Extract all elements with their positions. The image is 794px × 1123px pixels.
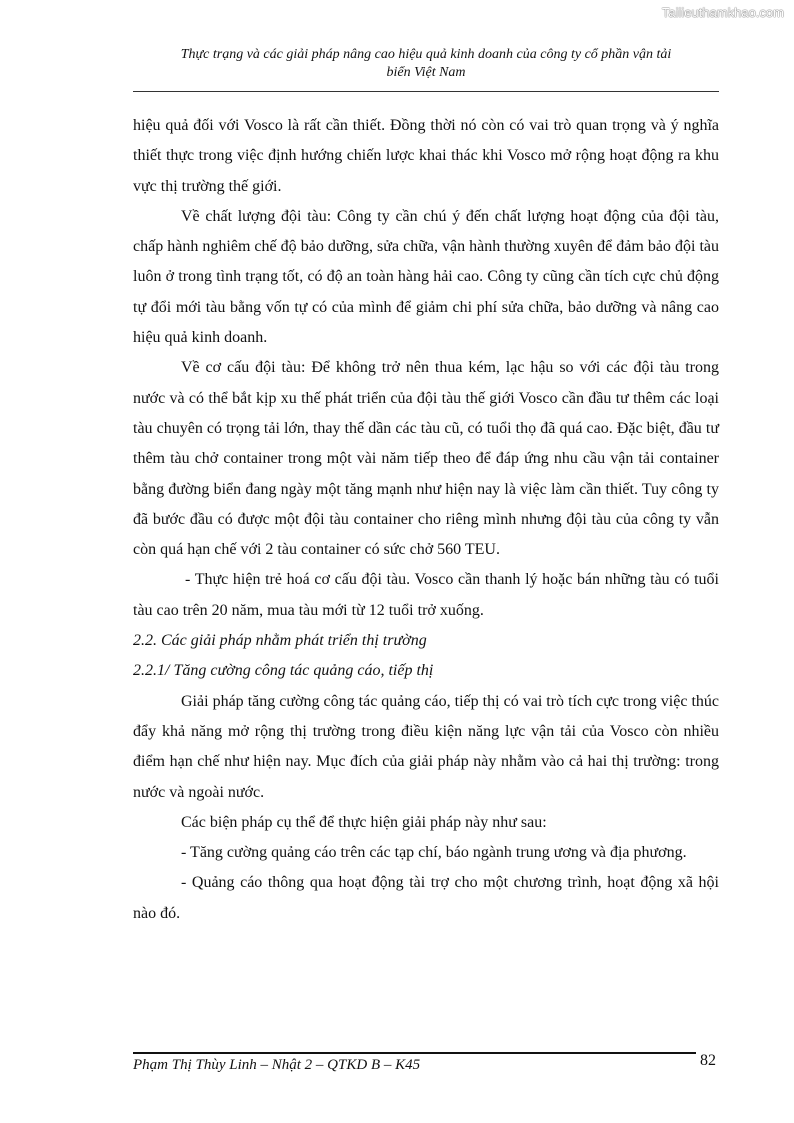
paragraph-measures: Các biện pháp cụ thể để thực hiện giải pháp này như sau:: [181, 813, 547, 831]
list-item-sponsorship: - Quảng cáo thông qua hoạt động tài trợ cho một chương trình, hoạt động xã hội nào đó.: [133, 874, 719, 922]
header-line-1: Thực trạng và các giải pháp nâng cao hiệu quả kinh doanh của công ty cổ phần vận tải: [180, 47, 672, 62]
paragraph-fleet-quality: Về chất lượng đội tàu: Công ty cần chú ý đến chất lượng hoạt động của đội tàu, chấp hành nghiêm chế độ bảo dưỡng, sửa chữa, vận hành thường xuyên để đảm bảo đội tàu luôn ở trong tình trạng tốt, có độ an toàn hàng hải cao. Công ty cũng cần tích cực chủ động tự đổi mới tàu bằng vốn tự có của mình để giảm chi phí sửa chữa, bảo dưỡng và nâng cao hiệu quả kinh doanh.: [133, 207, 719, 347]
header-line-2: biển Việt Nam: [386, 65, 466, 80]
page-header: [133, 46, 719, 82]
footer-author: Phạm Thị Thùy Linh – Nhật 2 – QTKD B – K45: [133, 1057, 421, 1073]
watermark: Tailieuthamkhao.com: [661, 5, 784, 20]
paragraph-fleet-structure: Về cơ cấu đội tàu: Để không trở nên thua kém, lạc hậu so với các đội tàu trong nước và có thể bắt kịp xu thế phát triển của đội tàu thế giới Vosco cần đầu tư thêm các loại tàu chuyên có trọng tải lớn, thay thế dần các tàu cũ, có tuổi thọ đã quá cao. Đặc biệt, đầu tư thêm tàu chở container trong một vài năm tiếp theo để đáp ứng nhu cầu vận tải container bằng đường biển đang ngày một tăng mạnh như hiện nay là việc làm cần thiết. Tuy công ty đã bước đầu có được một đội tàu container cho riêng mình nhưng đội tàu của công ty vẫn còn quá hạn chế với 2 tàu container có sức chở 560 TEU.: [133, 359, 719, 559]
list-item-press-ads: - Tăng cường quảng cáo trên các tạp chí, báo ngành trung ương và địa phương.: [181, 844, 687, 862]
header-divider: [133, 91, 719, 92]
section-heading-2-2: 2.2. Các giải pháp nhằm phát triển thị trường: [133, 632, 427, 650]
document-body: [133, 111, 719, 929]
section-heading-2-2-1: 2.2.1/ Tăng cường công tác quảng cáo, tiếp thị: [133, 662, 434, 680]
paragraph-intro: hiệu quả đối với Vosco là rất cần thiết. Đồng thời nó còn có vai trò quan trọng và ý nghĩa thiết thực trong việc định hướng chiến lược khai thác khi Vosco mở rộng hoạt động ra khu vực thị trường thế giới.: [133, 117, 719, 195]
paragraph-fleet-renewal: - Thực hiện trẻ hoá cơ cấu đội tàu. Vosco cần thanh lý hoặc bán những tàu có tuổi tàu cao trên 20 năm, mua tàu mới từ 12 tuổi trở xuống.: [133, 571, 719, 619]
page-number: 82: [700, 1052, 716, 1069]
paragraph-advertising: Giải pháp tăng cường công tác quảng cáo, tiếp thị có vai trò tích cực trong việc thúc đẩy khả năng mở rộng thị trường trong điều kiện năng lực vận tải của Vosco còn nhiều điểm hạn chế như hiện nay. Mục đích của giải pháp này nhằm vào cả hai thị trường: trong nước và ngoài nước.: [133, 692, 719, 801]
footer-divider: [133, 1052, 696, 1054]
